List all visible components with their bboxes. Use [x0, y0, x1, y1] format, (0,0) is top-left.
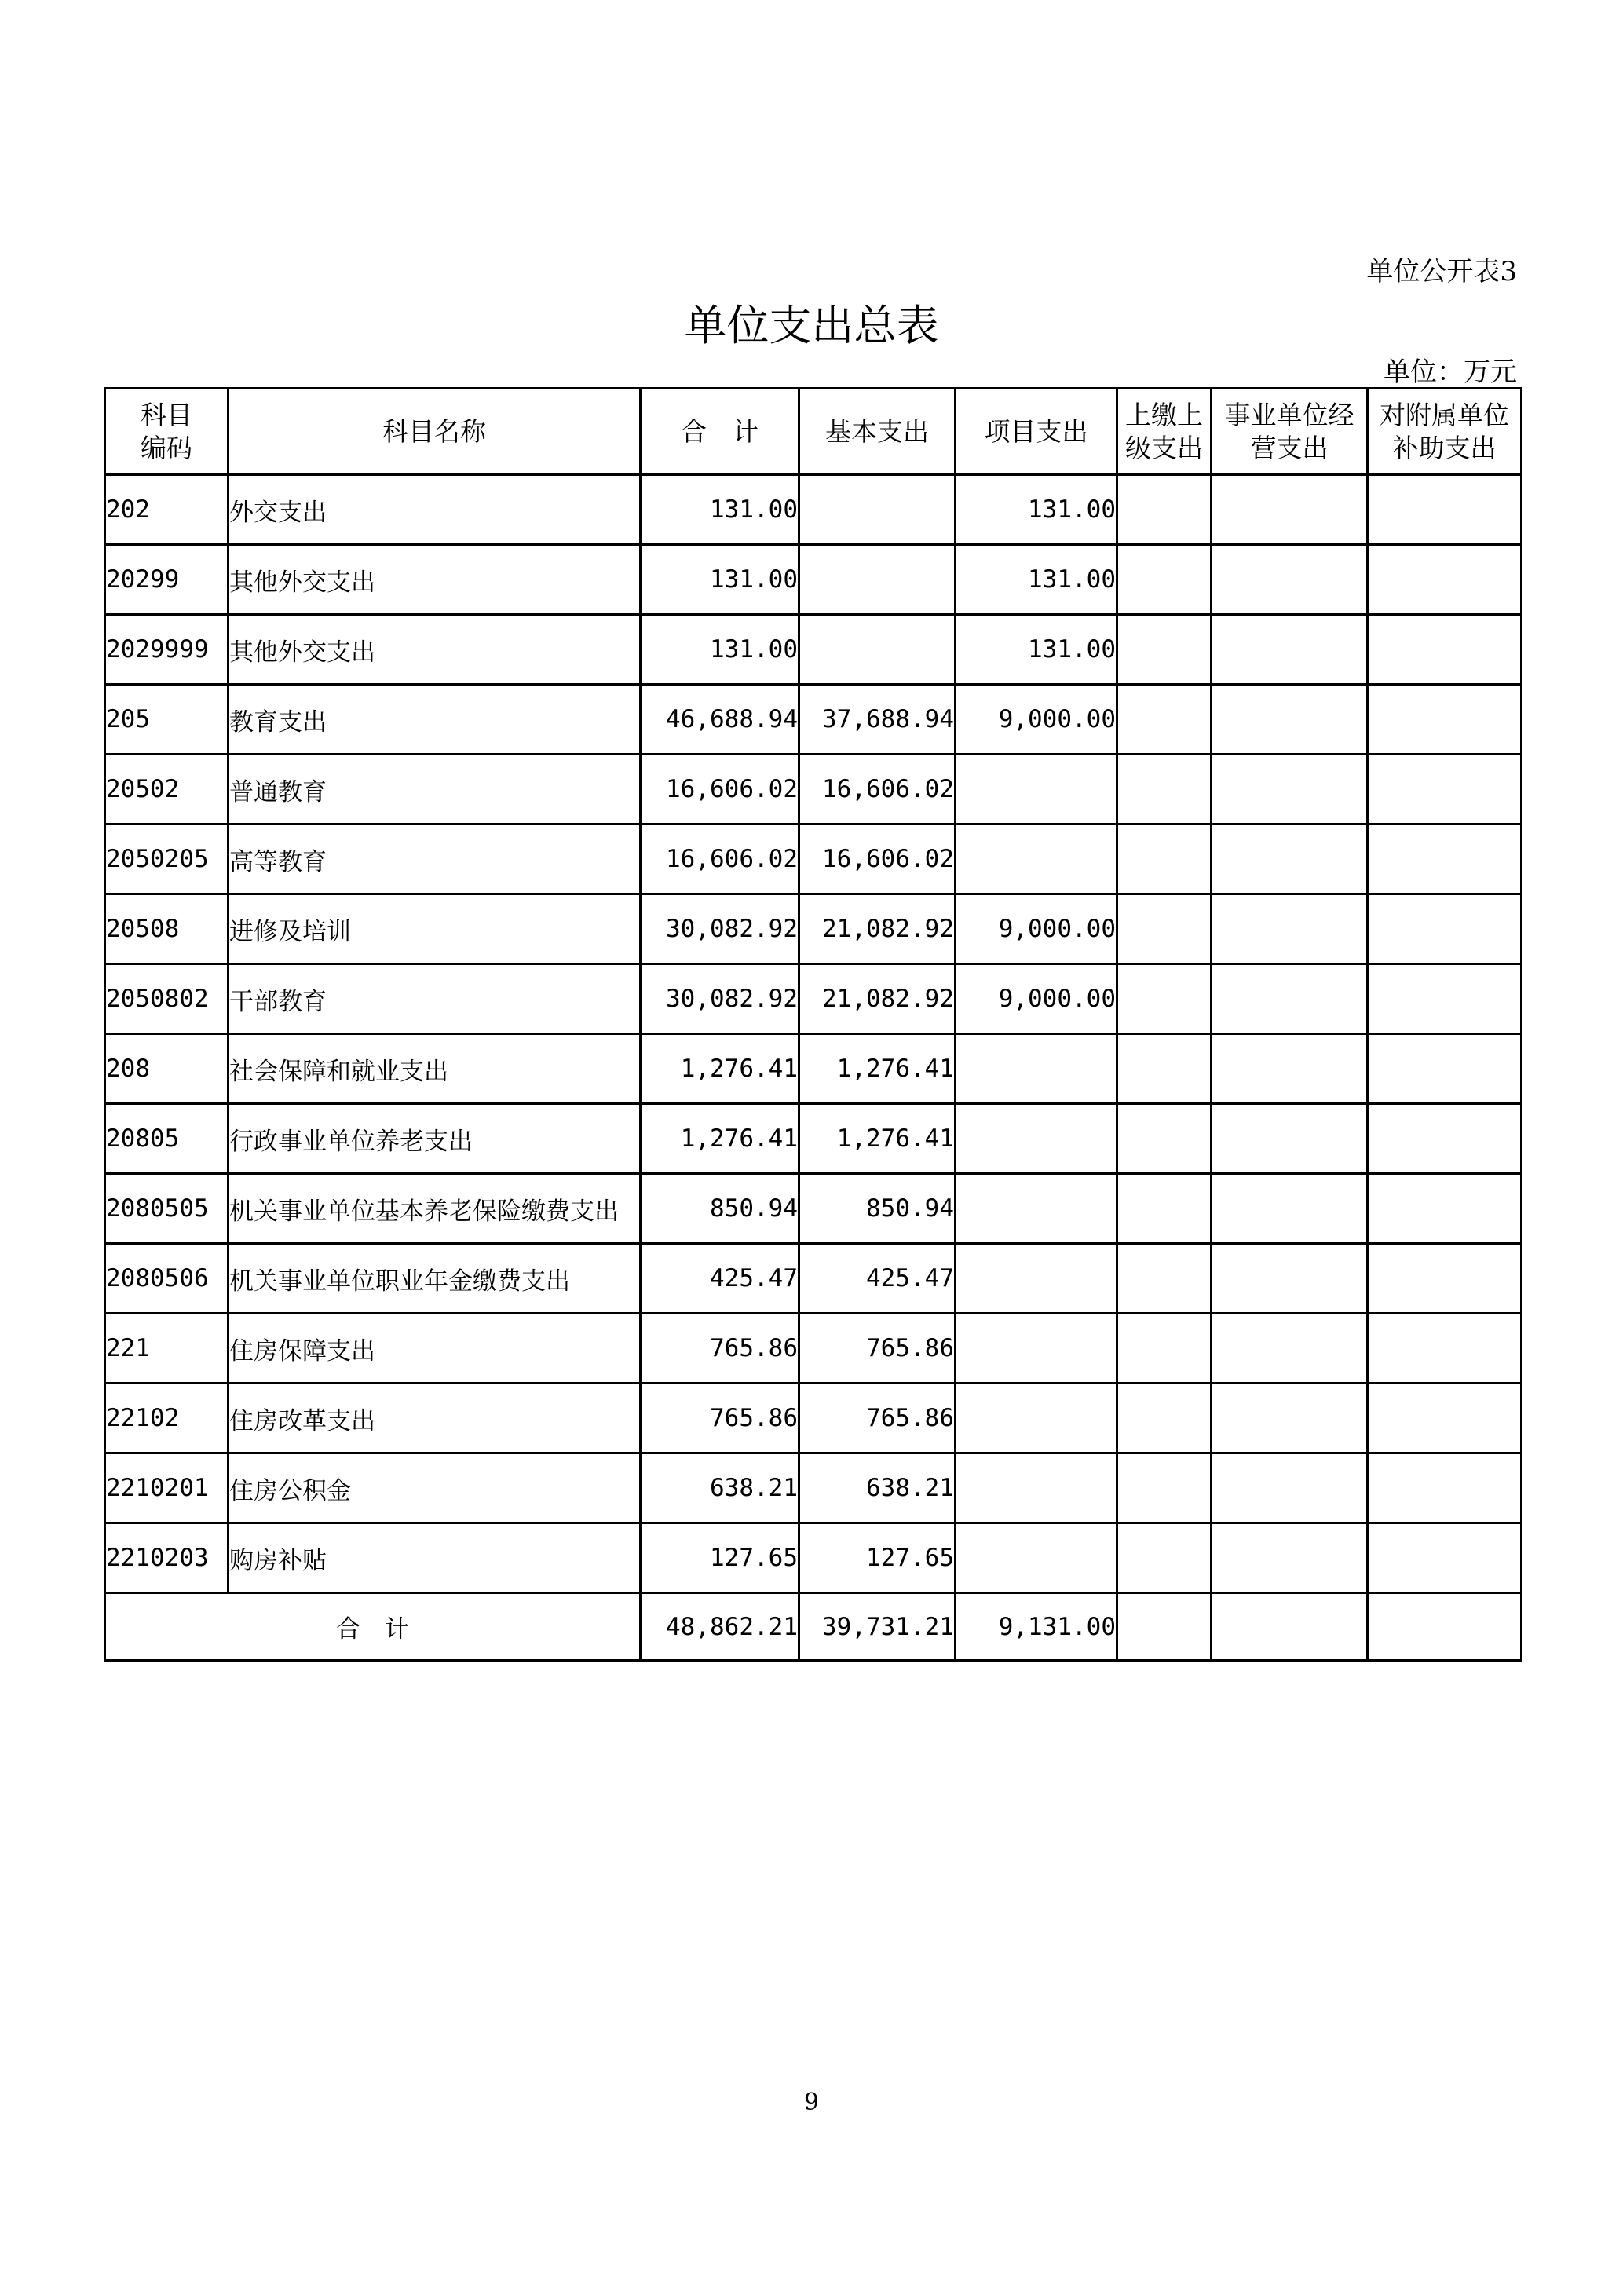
cell-upper — [1117, 964, 1212, 1034]
cell-code: 20805 — [105, 1104, 228, 1174]
cell-basic: 21,082.92 — [799, 894, 956, 964]
cell-project — [956, 1174, 1117, 1244]
cell-project — [956, 1034, 1117, 1104]
cell-basic: 1,276.41 — [799, 1104, 956, 1174]
table-row — [105, 1104, 1522, 1174]
table-row — [105, 1244, 1522, 1314]
total-subsidy — [1368, 1593, 1522, 1661]
cell-upper — [1117, 1314, 1212, 1384]
cell-business — [1212, 894, 1368, 964]
cell-project: 9,000.00 — [956, 894, 1117, 964]
cell-total: 30,082.92 — [641, 964, 799, 1034]
table-row — [105, 894, 1522, 964]
table-row — [105, 475, 1522, 545]
cell-total: 765.86 — [641, 1384, 799, 1453]
cell-upper — [1117, 615, 1212, 685]
cell-business — [1212, 1244, 1368, 1314]
cell-upper — [1117, 1034, 1212, 1104]
total-label: 合 计 — [105, 1593, 641, 1661]
table-row — [105, 1174, 1522, 1244]
cell-business — [1212, 615, 1368, 685]
cell-business — [1212, 475, 1368, 545]
cell-basic — [799, 615, 956, 685]
cell-total: 127.65 — [641, 1523, 799, 1593]
cell-upper — [1117, 545, 1212, 615]
cell-name: 干部教育 — [228, 964, 641, 1034]
cell-total: 638.21 — [641, 1453, 799, 1523]
cell-project — [956, 1523, 1117, 1593]
table-row — [105, 1523, 1522, 1593]
cell-business — [1212, 1314, 1368, 1384]
header-upper: 上缴上 级支出 — [1117, 389, 1212, 475]
header-subsidy: 对附属单位 补助支出 — [1368, 389, 1522, 475]
cell-upper — [1117, 1453, 1212, 1523]
cell-subsidy — [1368, 1314, 1522, 1384]
table-row — [105, 1453, 1522, 1523]
cell-code: 22102 — [105, 1384, 228, 1453]
cell-business — [1212, 1384, 1368, 1453]
cell-total: 16,606.02 — [641, 755, 799, 824]
cell-code: 221 — [105, 1314, 228, 1384]
header-business: 事业单位经 营支出 — [1212, 389, 1368, 475]
cell-name: 社会保障和就业支出 — [228, 1034, 641, 1104]
cell-project — [956, 1384, 1117, 1453]
cell-upper — [1117, 824, 1212, 894]
cell-basic: 127.65 — [799, 1523, 956, 1593]
table-row — [105, 755, 1522, 824]
page-title: 单位支出总表 — [684, 301, 939, 350]
header-code: 科目 编码 — [105, 389, 228, 475]
cell-business — [1212, 1453, 1368, 1523]
cell-project: 131.00 — [956, 615, 1117, 685]
cell-code: 20502 — [105, 755, 228, 824]
cell-business — [1212, 1523, 1368, 1593]
cell-total: 131.00 — [641, 475, 799, 545]
cell-subsidy — [1368, 964, 1522, 1034]
cell-upper — [1117, 1523, 1212, 1593]
cell-name: 进修及培训 — [228, 894, 641, 964]
cell-basic: 765.86 — [799, 1384, 956, 1453]
cell-business — [1212, 1034, 1368, 1104]
cell-basic: 765.86 — [799, 1314, 956, 1384]
cell-total: 425.47 — [641, 1244, 799, 1314]
cell-basic: 638.21 — [799, 1453, 956, 1523]
total-project: 9,131.00 — [956, 1593, 1117, 1661]
cell-name: 机关事业单位基本养老保险缴费支出 — [228, 1174, 641, 1244]
cell-business — [1212, 824, 1368, 894]
cell-total: 46,688.94 — [641, 685, 799, 755]
cell-name: 行政事业单位养老支出 — [228, 1104, 641, 1174]
cell-code: 20508 — [105, 894, 228, 964]
cell-project — [956, 1314, 1117, 1384]
cell-subsidy — [1368, 1104, 1522, 1174]
cell-total: 131.00 — [641, 545, 799, 615]
cell-code: 202 — [105, 475, 228, 545]
cell-name: 高等教育 — [228, 824, 641, 894]
total-business — [1212, 1593, 1368, 1661]
cell-upper — [1117, 755, 1212, 824]
cell-subsidy — [1368, 824, 1522, 894]
page-number: 9 — [803, 2089, 820, 2116]
cell-total: 765.86 — [641, 1314, 799, 1384]
cell-project: 9,000.00 — [956, 685, 1117, 755]
cell-basic: 21,082.92 — [799, 964, 956, 1034]
cell-project — [956, 755, 1117, 824]
table-row — [105, 685, 1522, 755]
cell-subsidy — [1368, 1523, 1522, 1593]
cell-upper — [1117, 685, 1212, 755]
cell-basic — [799, 475, 956, 545]
cell-subsidy — [1368, 1453, 1522, 1523]
header-name: 科目名称 — [228, 389, 641, 475]
cell-name: 住房保障支出 — [228, 1314, 641, 1384]
cell-basic: 1,276.41 — [799, 1034, 956, 1104]
cell-business — [1212, 545, 1368, 615]
unit-label: 单位：万元 — [1384, 356, 1517, 388]
total-upper — [1117, 1593, 1212, 1661]
cell-code: 2210201 — [105, 1453, 228, 1523]
cell-code: 2210203 — [105, 1523, 228, 1593]
form-id-label: 单位公开表3 — [1366, 256, 1517, 287]
cell-upper — [1117, 1174, 1212, 1244]
header-total: 合 计 — [641, 389, 799, 475]
cell-basic: 850.94 — [799, 1174, 956, 1244]
cell-total: 850.94 — [641, 1174, 799, 1244]
cell-project: 9,000.00 — [956, 964, 1117, 1034]
cell-basic: 16,606.02 — [799, 824, 956, 894]
cell-subsidy — [1368, 1384, 1522, 1453]
cell-subsidy — [1368, 1244, 1522, 1314]
total-total: 48,862.21 — [641, 1593, 799, 1661]
cell-business — [1212, 685, 1368, 755]
cell-name: 住房改革支出 — [228, 1384, 641, 1453]
cell-project: 131.00 — [956, 475, 1117, 545]
table-row — [105, 615, 1522, 685]
table-row — [105, 1384, 1522, 1453]
cell-subsidy — [1368, 1174, 1522, 1244]
cell-project — [956, 1453, 1117, 1523]
cell-basic: 16,606.02 — [799, 755, 956, 824]
cell-subsidy — [1368, 894, 1522, 964]
cell-upper — [1117, 475, 1212, 545]
cell-upper — [1117, 1104, 1212, 1174]
cell-upper — [1117, 1384, 1212, 1453]
cell-name: 教育支出 — [228, 685, 641, 755]
header-basic: 基本支出 — [799, 389, 956, 475]
cell-name: 其他外交支出 — [228, 545, 641, 615]
cell-upper — [1117, 1244, 1212, 1314]
cell-code: 2050205 — [105, 824, 228, 894]
cell-name: 普通教育 — [228, 755, 641, 824]
cell-code: 2080506 — [105, 1244, 228, 1314]
cell-business — [1212, 964, 1368, 1034]
cell-name: 机关事业单位职业年金缴费支出 — [228, 1244, 641, 1314]
cell-basic: 37,688.94 — [799, 685, 956, 755]
cell-name: 外交支出 — [228, 475, 641, 545]
cell-total: 16,606.02 — [641, 824, 799, 894]
total-row — [105, 1593, 1522, 1661]
cell-subsidy — [1368, 615, 1522, 685]
cell-project — [956, 1244, 1117, 1314]
table-header-row — [105, 389, 1522, 475]
cell-total: 131.00 — [641, 615, 799, 685]
cell-basic: 425.47 — [799, 1244, 956, 1314]
header-project: 项目支出 — [956, 389, 1117, 475]
cell-subsidy — [1368, 545, 1522, 615]
cell-name: 购房补贴 — [228, 1523, 641, 1593]
cell-subsidy — [1368, 685, 1522, 755]
table-row — [105, 545, 1522, 615]
cell-total: 1,276.41 — [641, 1104, 799, 1174]
cell-project — [956, 1104, 1117, 1174]
cell-code: 208 — [105, 1034, 228, 1104]
table-row — [105, 824, 1522, 894]
cell-total: 30,082.92 — [641, 894, 799, 964]
cell-code: 2050802 — [105, 964, 228, 1034]
cell-code: 20299 — [105, 545, 228, 615]
table-row — [105, 964, 1522, 1034]
cell-code: 205 — [105, 685, 228, 755]
cell-code: 2080505 — [105, 1174, 228, 1244]
cell-upper — [1117, 894, 1212, 964]
cell-business — [1212, 1104, 1368, 1174]
cell-project — [956, 824, 1117, 894]
table-row — [105, 1034, 1522, 1104]
cell-subsidy — [1368, 475, 1522, 545]
total-basic: 39,731.21 — [799, 1593, 956, 1661]
cell-total: 1,276.41 — [641, 1034, 799, 1104]
cell-basic — [799, 545, 956, 615]
cell-name: 其他外交支出 — [228, 615, 641, 685]
cell-business — [1212, 755, 1368, 824]
cell-business — [1212, 1174, 1368, 1244]
cell-name: 住房公积金 — [228, 1453, 641, 1523]
cell-subsidy — [1368, 755, 1522, 824]
cell-project: 131.00 — [956, 545, 1117, 615]
table-row — [105, 1314, 1522, 1384]
cell-subsidy — [1368, 1034, 1522, 1104]
cell-code: 2029999 — [105, 615, 228, 685]
expenditure-table — [104, 387, 1522, 1662]
